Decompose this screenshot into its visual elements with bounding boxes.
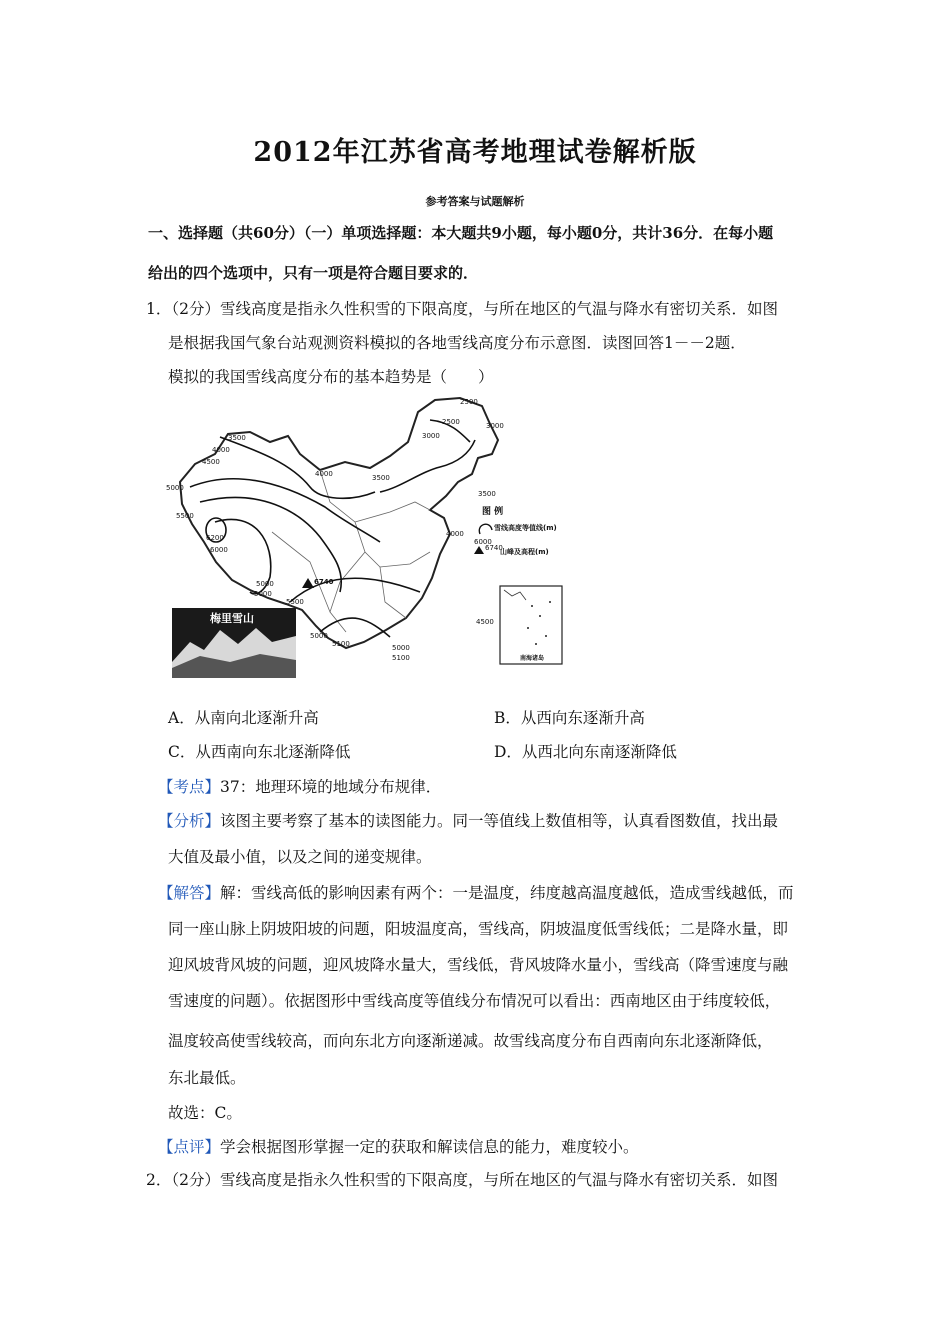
map-label: 4000	[212, 446, 230, 454]
jieda-row	[158, 881, 794, 903]
question-1-stem-line-1: 1．（2分）雪线高度是指永久性积雪的下限高度，与所在地区的气温与降水有密切关系．如图	[146, 300, 778, 318]
internal-boundary	[330, 552, 365, 632]
jieda-line-4: 雪速度的问题）。依据图形中雪线高度等值线分布情况可以看出：西南地区由于纬度较低，	[168, 992, 781, 1010]
map-label: 5500	[176, 512, 194, 520]
question-2-stem-line-1: 2．（2分）雪线高度是指永久性积雪的下限高度，与所在地区的气温与降水有密切关系．如图	[146, 1171, 778, 1189]
fenxi-line-1: 该图主要考察了基本的读图能力。同一等值线上数值相等，认真看图数值，找出最	[220, 812, 779, 830]
contour-line	[380, 440, 475, 492]
south-china-sea-inset	[500, 586, 562, 664]
section-heading-line-2: 给出的四个选项中，只有一项是符合题目要求的．	[148, 264, 479, 282]
map-label: 4000	[315, 470, 333, 478]
option-d: D．从西北向东南逐渐降低	[494, 743, 677, 761]
jieda-line-2: 同一座山脉上阴坡阳坡的问题，阳坡温度高，雪线高，阴坡温度低雪线低；二是降水量，即	[168, 920, 789, 938]
legend-contour-icon	[479, 524, 492, 534]
map-label: 3500	[478, 490, 496, 498]
map-label: 3500	[372, 474, 390, 482]
legend-contour-value: 6000	[474, 538, 492, 546]
meili-snow-mountain-photo	[172, 608, 296, 678]
map-label: 5000	[254, 590, 272, 598]
fenxi-tag: 【分析】	[158, 812, 221, 830]
legend-peak-icon	[474, 546, 484, 554]
map-label: 4000	[446, 530, 464, 538]
kaodian-text: 37：地理环境的地域分布规律．	[220, 778, 442, 796]
page-title: 2012年江苏省高考地理试卷解析版	[253, 137, 697, 168]
map-label: 3000	[422, 432, 440, 440]
dianping-tag: 【点评】	[158, 1138, 221, 1156]
map-label: 5000	[256, 580, 274, 588]
dianping-row	[158, 1135, 639, 1157]
question-1-stem-line-3: 模拟的我国雪线高度分布的基本趋势是（ ）	[168, 368, 494, 386]
map-label: 5000	[166, 484, 184, 492]
dianping-text: 学会根据图形掌握一定的获取和解读信息的能力，难度较小。	[220, 1138, 639, 1156]
option-c: C．从西南向东北逐渐降低	[168, 743, 351, 761]
map-label: 5100	[332, 640, 350, 648]
map-label: 5000	[392, 644, 410, 652]
fenxi-line-2: 大值及最小值，以及之间的递变规律。	[168, 848, 432, 866]
option-b: B．从西向东逐渐升高	[494, 709, 645, 727]
page-subtitle: 参考答案与试题解析	[425, 195, 525, 208]
jieda-tag: 【解答】	[158, 884, 221, 902]
map-label: 5100	[392, 654, 410, 662]
kaodian-tag: 【考点】	[158, 778, 221, 796]
map-label: 2500	[442, 418, 460, 426]
fenxi-row	[158, 809, 778, 831]
option-a: A．从南向北逐渐升高	[168, 709, 319, 727]
legend-title: 图 例	[482, 507, 504, 517]
legend-contour-label: 雪线高度等值线(m)	[494, 524, 557, 532]
contour-line	[220, 437, 375, 498]
map-label: 2500	[460, 398, 478, 406]
map-label: 3000	[486, 422, 504, 430]
legend-peak-label: 山峰及高程(m)	[500, 548, 549, 556]
answer-line: 故选：C。	[168, 1104, 242, 1122]
internal-boundary	[355, 502, 430, 522]
map-label: 4500	[476, 618, 494, 626]
inset-caption: 南海诸岛	[520, 655, 545, 662]
map-label: 6200	[206, 534, 224, 542]
section-heading-line-1: 一、选择题（共60分）（一）单项选择题：本大题共9小题，每小题0分，共计36分．在每小题	[148, 224, 774, 242]
map-label: 6000	[210, 546, 228, 554]
legend-peak-value: 6740	[485, 544, 503, 552]
kaodian-row	[158, 775, 441, 797]
peak-marker	[302, 578, 314, 588]
jieda-line-1: 解：雪线高低的影响因素有两个：一是温度，纬度越高温度越低，造成雪线越低，而	[220, 884, 794, 902]
internal-boundary	[320, 470, 430, 567]
jieda-line-5: 温度较高使雪线较高，而向东北方向逐渐递减。故雪线高度分布自西南向东北逐渐降低，	[168, 1032, 773, 1050]
map-label: 6740	[314, 578, 334, 586]
snowline-map-figure	[160, 392, 580, 682]
map-label: 5000	[310, 632, 328, 640]
map-label: 5500	[286, 598, 304, 606]
internal-boundary	[380, 567, 406, 618]
jieda-line-6: 东北最低。	[168, 1069, 246, 1087]
photo-caption: 梅里雪山	[210, 612, 254, 625]
map-label: 3500	[228, 434, 246, 442]
jieda-line-3: 迎风坡背风坡的问题，迎风坡降水量大，雪线低，背风坡降水量小，雪线高（降雪速度与融	[168, 956, 789, 974]
question-1-stem-line-2: 是根据我国气象台站观测资料模拟的各地雪线高度分布示意图．读图回答1－－2题．	[168, 334, 746, 352]
map-label: 4500	[202, 458, 220, 466]
contour-line	[190, 479, 380, 542]
